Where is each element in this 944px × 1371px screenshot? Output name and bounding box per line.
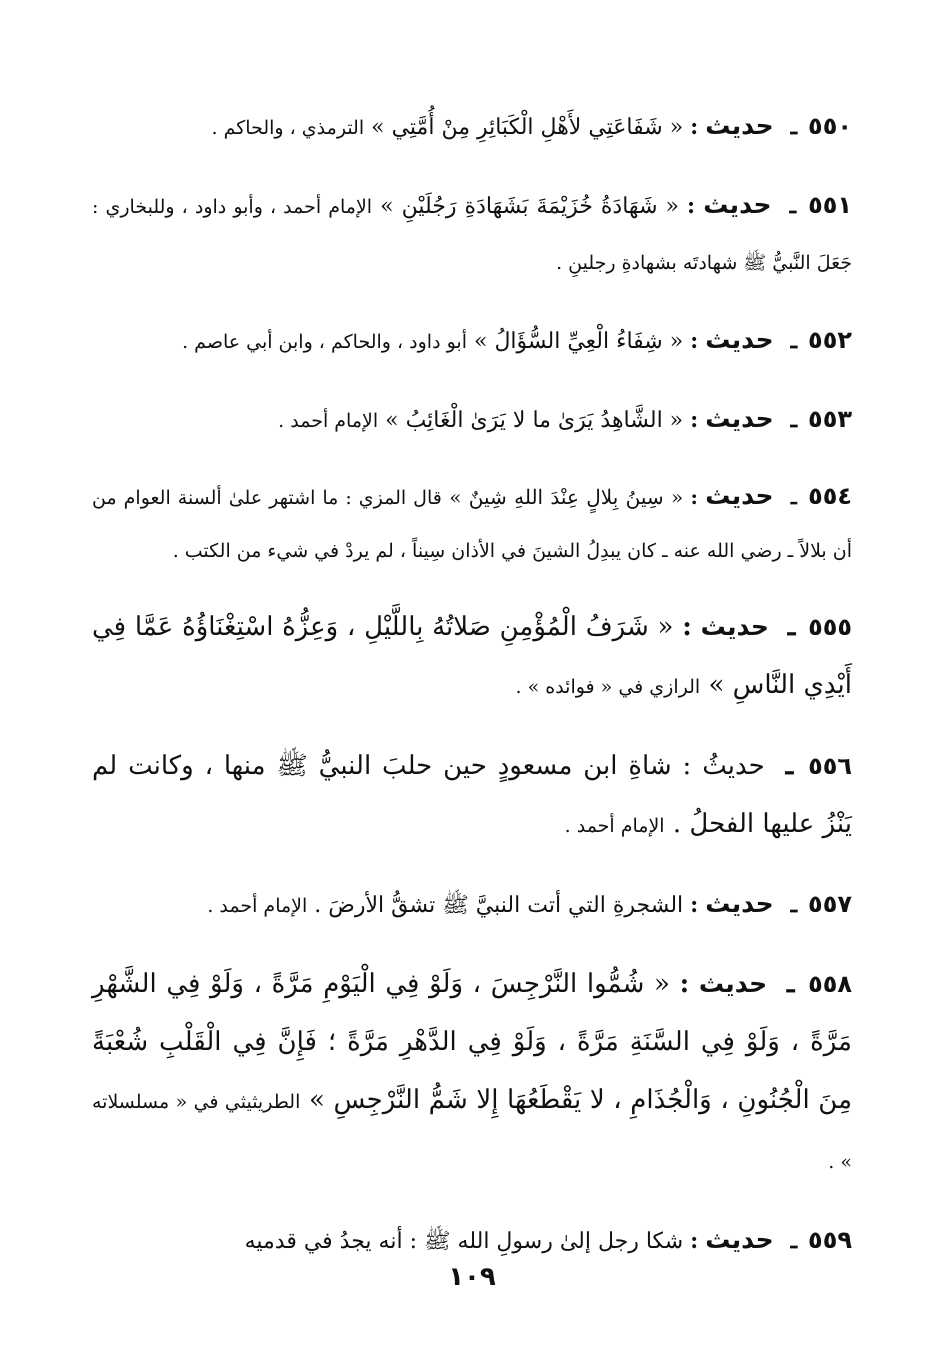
- hadith-text: « شُمُّوا النَّرْجِسَ ، وَلَوْ فِي الْيَوْمِ مَرَّةً ، وَلَوْ فِي الشَّهْرِ مَرَّةً ، وَلَوْ فِي السَّنَةِ مَرَّةً ، وَلَوْ فِي الدَّهْرِ مَرَّةً ؛ فَإِنَّ فِي الْقَلْبِ شُعْبَةً مِنَ الْجُنُونِ ، وَالْجُذَامِ ، لا يَقْطَعُهَا إِلا شَمُّ النَّرْجِسِ »: [92, 969, 852, 1115]
- hadith-source: الإمام أحمد .: [564, 815, 665, 837]
- page-number: ١٠٩: [448, 1262, 496, 1292]
- hadith-text: « شَفَاعَتِي لأَهْلِ الْكَبَائِرِ مِنْ أُمَّتِي »: [371, 115, 684, 140]
- hadith-source: قال المزي : ما اشتهر علىٰ ألسنة العوام من أن بلالاً ـ رضي الله عنه ـ كان يبدِلُ الشينَ في الأذان سِيناً ، لم يردْ في شيء من الكتب .: [92, 487, 852, 562]
- hadith-entry-556: [92, 737, 852, 855]
- entry-dash: ـ: [790, 892, 798, 918]
- hadith-text: « شِفَاءُ الْعِيِّ السُّؤَالُ »: [473, 329, 684, 354]
- entry-dash: ـ: [790, 114, 798, 140]
- hadith-source: أبو داود ، والحاكم ، وابن أبي عاصم .: [182, 331, 467, 353]
- entry-label: حديث: [705, 481, 774, 510]
- hadith-text: الشجرةِ التي أتت النبيَّ ﷺ تشقُّ الأرضَ .: [314, 893, 684, 918]
- hadith-entry-557: [92, 876, 852, 934]
- entry-label: حديث: [705, 325, 774, 354]
- hadith-source: الإمام أحمد .: [207, 895, 308, 917]
- hadith-text: حديثُ : شاةِ ابن مسعودٍ حين حلبَ النبيُّ ﷺ منها ، وكانت لم يَنْزُ عليها الفحلُ .: [92, 751, 852, 839]
- entry-colon: :: [690, 892, 699, 918]
- hadith-text: « شَهَادَةُ خُزَيْمَةَ بَشَهَادَةِ رَجُلَيْنِ »: [380, 194, 679, 219]
- entry-colon: :: [690, 1228, 699, 1254]
- hadith-text: « الشَّاهِدُ يَرَىٰ ما لا يَرَىٰ الْغَائِبُ »: [385, 408, 684, 433]
- entry-dash: ـ: [790, 1228, 798, 1254]
- entry-dash: ـ: [790, 485, 797, 509]
- hadith-text: « سِينُ بِلالٍ عِنْدَ اللهِ شِينٌ »: [449, 485, 684, 509]
- hadith-source: الإمام أحمد ، وأبو داود ، وللبخاري : جَعَلَ النَّبيُّ ﷺ شهادتَه بشهادةِ رجلينِ .: [92, 196, 852, 274]
- entry-number: ٥٥٢: [808, 326, 852, 354]
- entry-number: ٥٥١: [808, 191, 853, 219]
- hadith-entry-553: [92, 391, 852, 449]
- entry-number: ٥٥٩: [808, 1226, 852, 1254]
- entry-dash: ـ: [790, 328, 798, 354]
- entry-dash: ـ: [785, 751, 794, 781]
- hadith-entry-550: [92, 98, 852, 156]
- entry-label: حديث: [705, 404, 774, 433]
- entry-dash: ـ: [790, 407, 798, 433]
- entry-number: ٥٥٥: [808, 613, 853, 641]
- hadith-source: الترمذي ، والحاكم .: [211, 117, 365, 139]
- hadith-text: « شَرَفُ الْمُؤْمِنِ صَلاتُهُ بِاللَّيْلِ ، وَعِزُّهُ اسْتِغْنَاؤُهُ عَمَّا فِي أَيْدِي النَّاسِ »: [92, 612, 852, 700]
- hadith-entry-551: [92, 177, 852, 291]
- entry-colon: :: [682, 612, 692, 642]
- entry-number: ٥٥٧: [808, 890, 852, 918]
- hadith-source: الطريثيثي في « مسلسلاته » .: [92, 1091, 852, 1173]
- entry-colon: :: [690, 114, 699, 140]
- hadith-entry-558: [92, 955, 852, 1191]
- entry-dash: ـ: [789, 193, 797, 219]
- entry-colon: :: [690, 485, 698, 509]
- entry-label: حديث: [705, 889, 774, 918]
- entry-colon: :: [679, 969, 690, 999]
- entry-colon: :: [690, 407, 699, 433]
- entry-number: ٥٥٣: [808, 405, 852, 433]
- entry-colon: :: [690, 328, 699, 354]
- hadith-entries: [92, 98, 852, 1291]
- hadith-entry-555: [92, 598, 852, 716]
- entry-number: ٥٥٦: [808, 752, 853, 780]
- hadith-source: الرازي في « فوائده » .: [515, 676, 701, 698]
- entry-number: ٥٥٤: [808, 482, 853, 510]
- hadith-entry-554: [92, 470, 852, 577]
- entry-label: حديث: [698, 969, 768, 998]
- hadith-source: الإمام أحمد .: [278, 410, 379, 432]
- entry-number: ٥٥٠: [808, 112, 852, 140]
- entry-label: حديث: [705, 1225, 774, 1254]
- entry-dash: ـ: [786, 969, 795, 999]
- entry-colon: :: [687, 193, 696, 219]
- entry-label: حديث: [700, 612, 769, 641]
- entry-label: حديث: [703, 190, 772, 219]
- entry-dash: ـ: [787, 612, 796, 642]
- entry-label: حديث: [705, 111, 774, 140]
- entry-number: ٥٥٨: [808, 970, 853, 998]
- hadith-entry-552: [92, 312, 852, 370]
- hadith-text: شكا رجل إلىٰ رسولِ الله ﷺ : أنه يجدُ في قدميه: [244, 1229, 684, 1254]
